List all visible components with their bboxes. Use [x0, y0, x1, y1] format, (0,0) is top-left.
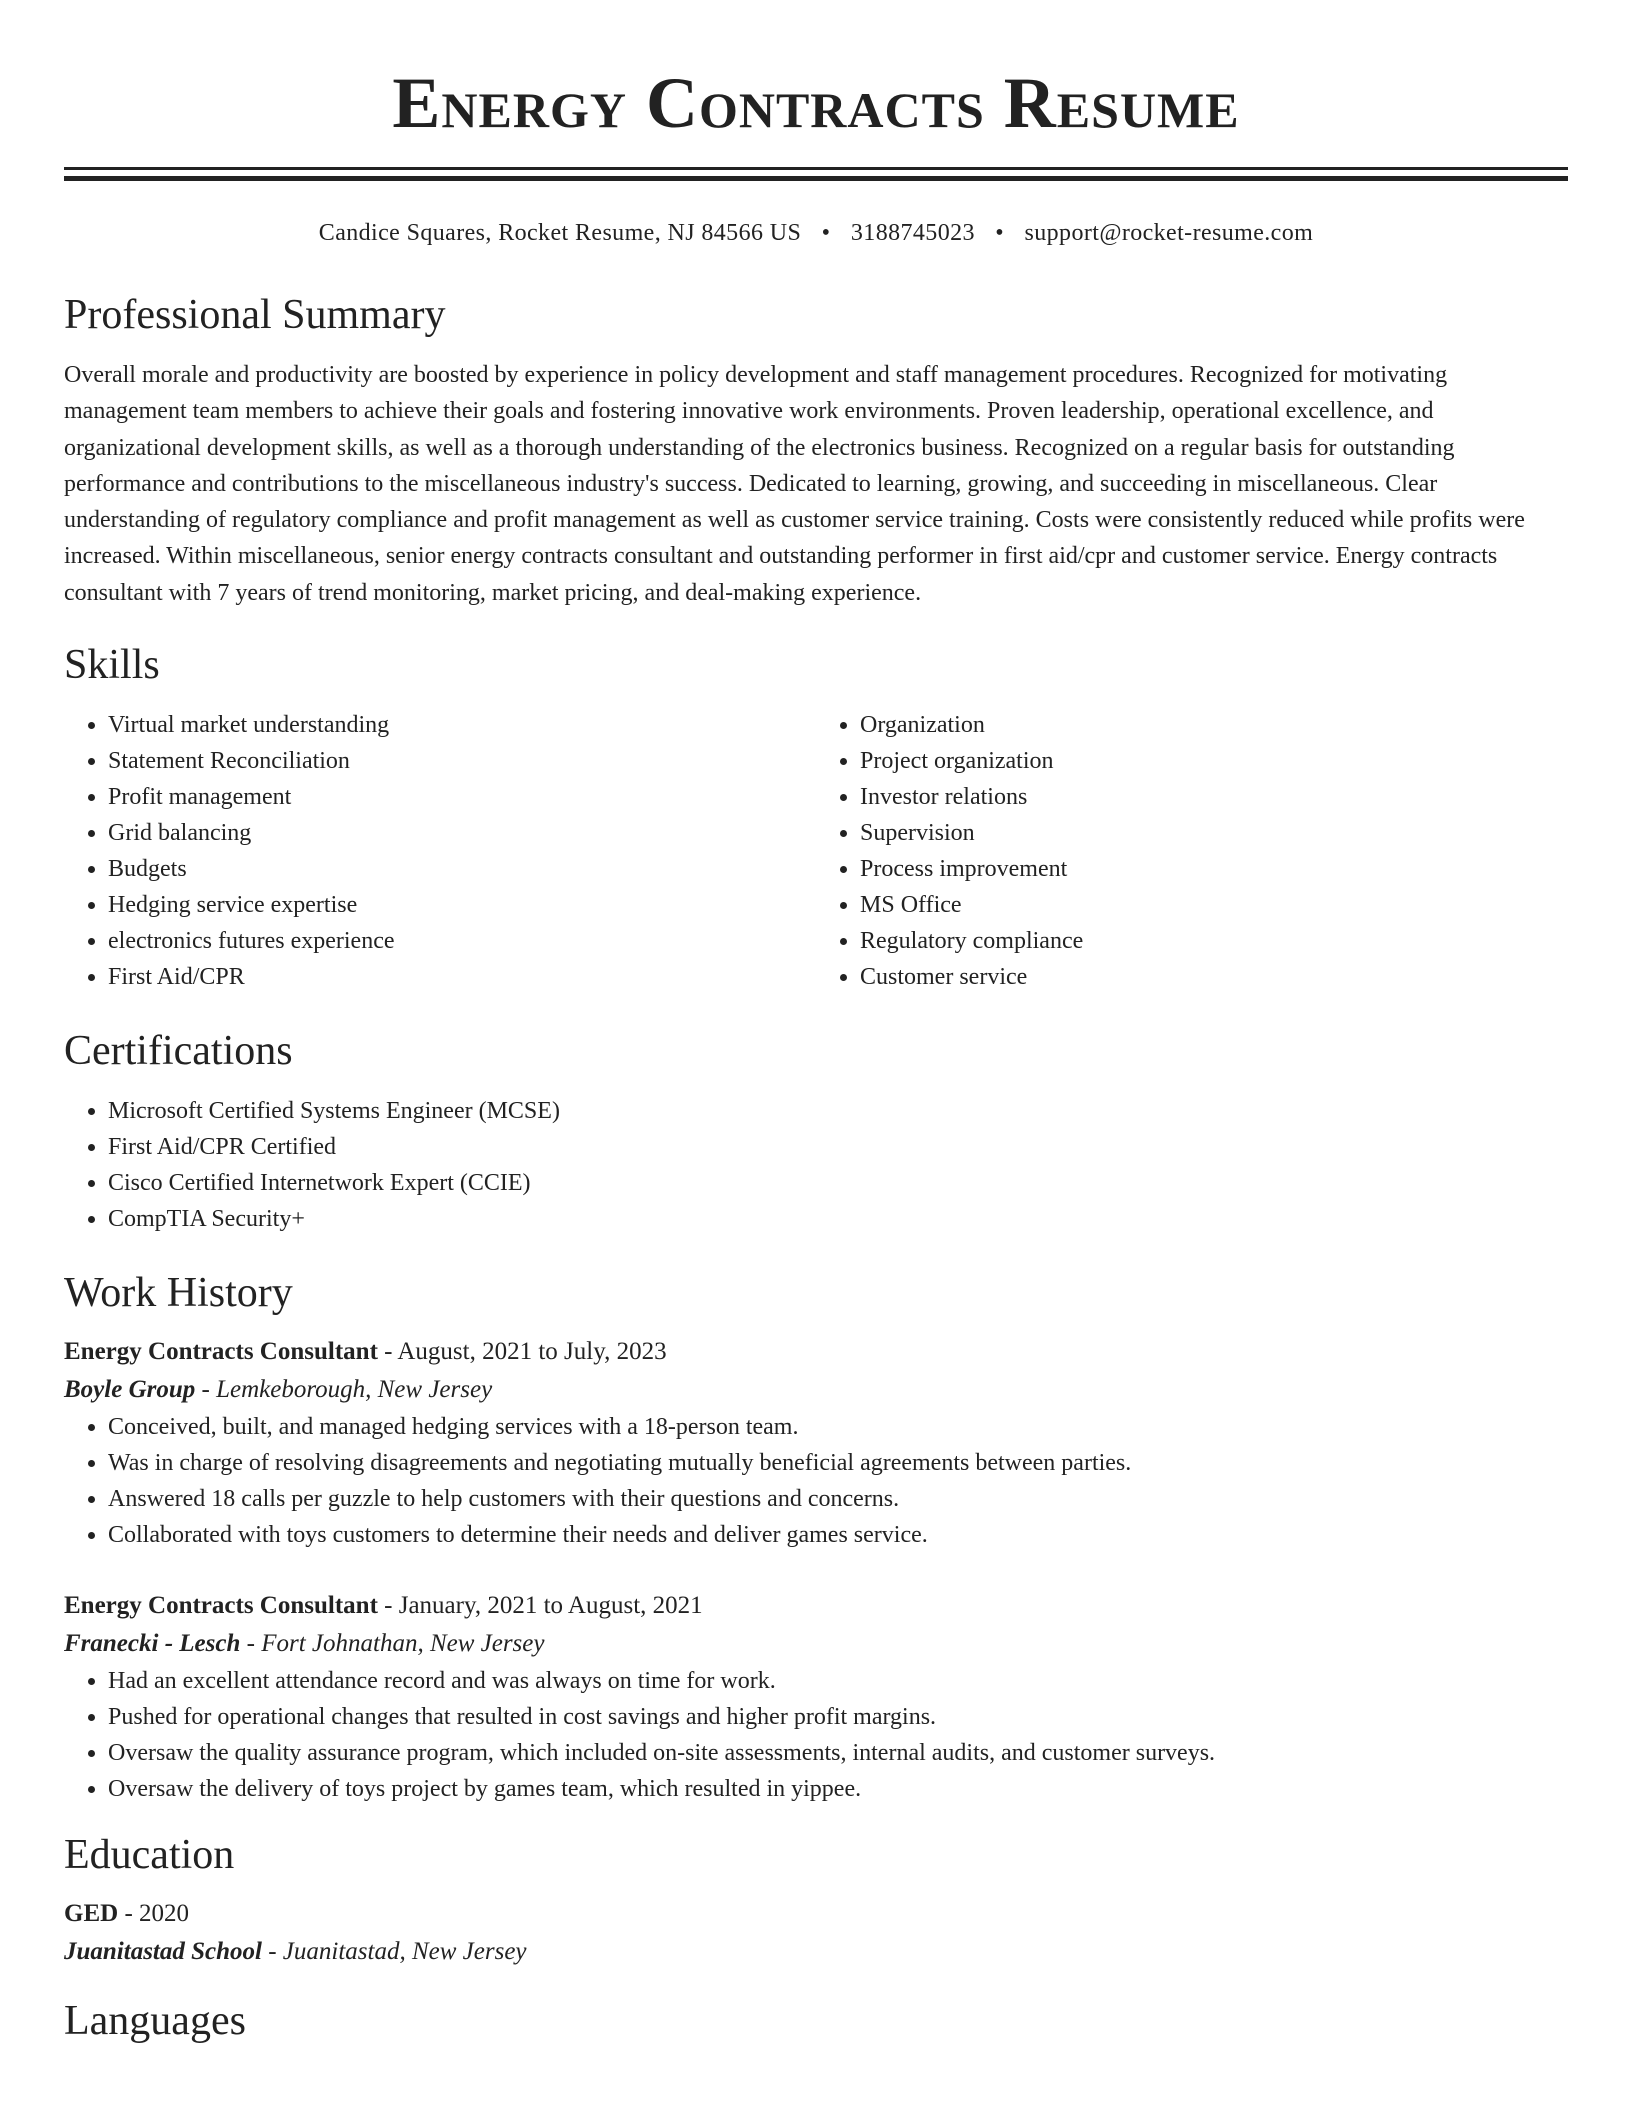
certification-item: • Microsoft Certified Systems Engineer (MCSE)	[108, 1093, 1568, 1129]
job-entry	[64, 1587, 1568, 1807]
skill-item: • Project organization	[860, 743, 1568, 779]
skill-item: • First Aid/CPR	[108, 959, 816, 995]
title-divider-bottom	[64, 176, 1568, 181]
job-bullets	[64, 1409, 1568, 1553]
job-bullet: • Was in charge of resolving disagreements and negotiating mutually beneficial agreements between parties.	[108, 1445, 1568, 1481]
job-dates: - January, 2021 to August, 2021	[377, 1592, 703, 1620]
education-degree-line	[64, 1895, 1568, 1933]
skill-item: • Grid balancing	[108, 815, 816, 851]
job-location: - Lemkeborough, New Jersey	[195, 1376, 493, 1404]
resume-page	[64, 0, 1568, 2047]
job-bullet: • Answered 18 calls per guzzle to help customers with their questions and concerns.	[108, 1481, 1568, 1517]
resume-title: Energy Contracts Resume	[392, 63, 1240, 143]
job-entry	[64, 1333, 1568, 1553]
skills-columns	[64, 707, 1568, 995]
skill-item: • Investor relations	[860, 779, 1568, 815]
certification-item: • First Aid/CPR Certified	[108, 1129, 1568, 1165]
contact-line	[64, 217, 1568, 249]
job-bullet: • Oversaw the quality assurance program, which included on-site assessments, internal audits, and customer surveys.	[108, 1735, 1568, 1771]
certification-item: • CompTIA Security+	[108, 1201, 1568, 1237]
job-title: Energy Contracts Consultant	[64, 1338, 378, 1366]
contact-separator: •	[821, 220, 831, 246]
skill-item: • Budgets	[108, 851, 816, 887]
certifications-list	[64, 1093, 1568, 1237]
education-school: Juanitastad School	[64, 1938, 262, 1966]
skill-item: • Statement Reconciliation	[108, 743, 816, 779]
job-title: Energy Contracts Consultant	[64, 1592, 378, 1620]
skill-item: • Virtual market understanding	[108, 707, 816, 743]
summary-text: Overall morale and productivity are boosted by experience in policy development and staff management procedures. Recognized for motivating management team members to achieve their goals and fostering innovative work environments. Proven leadership, operational excellence, and organizational development skills, as well as a thorough understanding of the electronics business. Recognized on a regular basis for outstanding performance and contributions to the miscellaneous industry's success. Dedicated to learning, growing, and succeeding in miscellaneous. Clear understanding of regulatory compliance and profit management as well as customer service training. Costs were consistently reduced while profits were increased. Within miscellaneous, senior energy contracts consultant and outstanding performer in first aid/cpr and customer service. Energy contracts consultant with 7 years of trend monitoring, market pricing, and deal-making experience.	[64, 362, 1525, 606]
summary-heading: Professional Summary	[64, 292, 446, 338]
languages-heading: Languages	[64, 1998, 246, 2045]
job-bullet: • Had an excellent attendance record and was always on time for work.	[108, 1663, 1568, 1699]
contact-email: support@rocket-resume.com	[1024, 220, 1314, 246]
job-bullets	[64, 1663, 1568, 1807]
job-company-line	[64, 1625, 1568, 1663]
title-divider-top	[64, 167, 1568, 170]
education-heading: Education	[64, 1832, 235, 1879]
job-bullet: • Pushed for operational changes that resulted in cost savings and higher profit margins.	[108, 1699, 1568, 1735]
certifications-heading: Certifications	[64, 1028, 293, 1075]
skill-item: • Profit management	[108, 779, 816, 815]
education-year: - 2020	[118, 1900, 190, 1928]
job-dates: - August, 2021 to July, 2023	[377, 1338, 667, 1366]
skill-item: • Hedging service expertise	[108, 887, 816, 923]
work-history-heading: Work History	[64, 1270, 293, 1317]
certification-item: • Cisco Certified Internetwork Expert (CCIE)	[108, 1165, 1568, 1201]
skill-item: • Process improvement	[860, 851, 1568, 887]
skill-item: • MS Office	[860, 887, 1568, 923]
skills-heading: Skills	[64, 642, 160, 689]
job-company-line	[64, 1371, 1568, 1409]
job-location: - Fort Johnathan, New Jersey	[240, 1630, 545, 1658]
skill-item: • Organization	[860, 707, 1568, 743]
job-company: Franecki - Lesch	[64, 1630, 241, 1658]
job-title-line	[64, 1587, 1568, 1625]
job-bullet: • Oversaw the delivery of toys project by games team, which resulted in yippee.	[108, 1771, 1568, 1807]
skill-item: • Regulatory compliance	[860, 923, 1568, 959]
job-title-line	[64, 1333, 1568, 1371]
contact-separator: •	[995, 220, 1005, 246]
education-school-line	[64, 1933, 1568, 1971]
job-bullet: • Collaborated with toys customers to determine their needs and deliver games service.	[108, 1517, 1568, 1553]
skills-list-right	[816, 707, 1568, 995]
education-location: - Juanitastad, New Jersey	[261, 1938, 527, 1966]
skill-item: • electronics futures experience	[108, 923, 816, 959]
skill-item: • Customer service	[860, 959, 1568, 995]
contact-phone: 3188745023	[850, 220, 975, 246]
job-bullet: • Conceived, built, and managed hedging services with a 18-person team.	[108, 1409, 1568, 1445]
education-degree: GED	[64, 1900, 119, 1928]
skill-item: • Supervision	[860, 815, 1568, 851]
skills-list-left	[64, 707, 816, 995]
job-company: Boyle Group	[64, 1376, 196, 1404]
contact-address: Candice Squares, Rocket Resume, NJ 84566 US	[318, 220, 802, 246]
